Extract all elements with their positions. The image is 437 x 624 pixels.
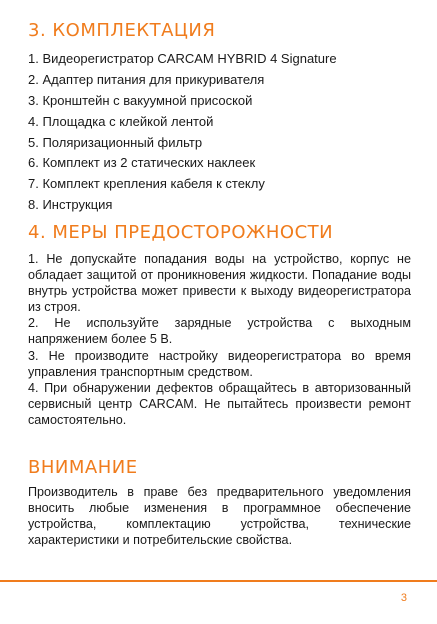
list-item: 2. Адаптер питания для прикуривателя (28, 71, 265, 87)
list-item: 4. Площадка с клейкой лентой (28, 113, 214, 129)
footer-divider (0, 580, 437, 582)
warning-text: Производитель в праве без предварительного уведомления вносить любые изменения в программное обеспечение устройства, комплектацию устройства, технические характеристики и потребительские свойства. (28, 485, 411, 548)
list-item: 1. Видеорегистратор CARCAM HYBRID 4 Signature (28, 51, 337, 66)
page-number: 3 (400, 592, 407, 604)
list-item: 6. Комплект из 2 статических наклеек (28, 155, 256, 171)
list-item: 3. Кронштейн с вакуумной присоской (28, 92, 253, 108)
precaution-paragraph: 4. При обнаружении дефектов обращайтесь в авторизованный сервисный центр CARCAM. Не пытайтесь произвести ремонт самостоятельно. (28, 380, 411, 427)
precaution-paragraph: 2. Не используйте зарядные устройства с выходным напряжением более 5 В. (28, 316, 411, 347)
precautions-text (28, 251, 411, 428)
warning-title: ВНИМАНИЕ (28, 457, 138, 478)
section-4-title: 4. МЕРЫ ПРЕДОСТОРОЖНОСТИ (28, 222, 334, 243)
precaution-paragraph: 1. Не допускайте попадания воды на устройство, корпус не обладает защитой от проникновения жидкости. Попадание воды внутрь устройства может привести к выходу видеорегистратора из строя. (28, 252, 411, 315)
list-item: 7. Комплект крепления кабеля к стеклу (28, 176, 265, 192)
precaution-paragraph: 3. Не производите настройку видеорегистратора во время управления транспортным средством. (28, 348, 411, 379)
section-3-title: 3. КОМПЛЕКТАЦИЯ (28, 20, 216, 41)
list-item: 5. Поляризационный фильтр (28, 134, 203, 150)
package-contents-list (28, 49, 337, 216)
list-item: 8. Инструкция (28, 197, 113, 213)
